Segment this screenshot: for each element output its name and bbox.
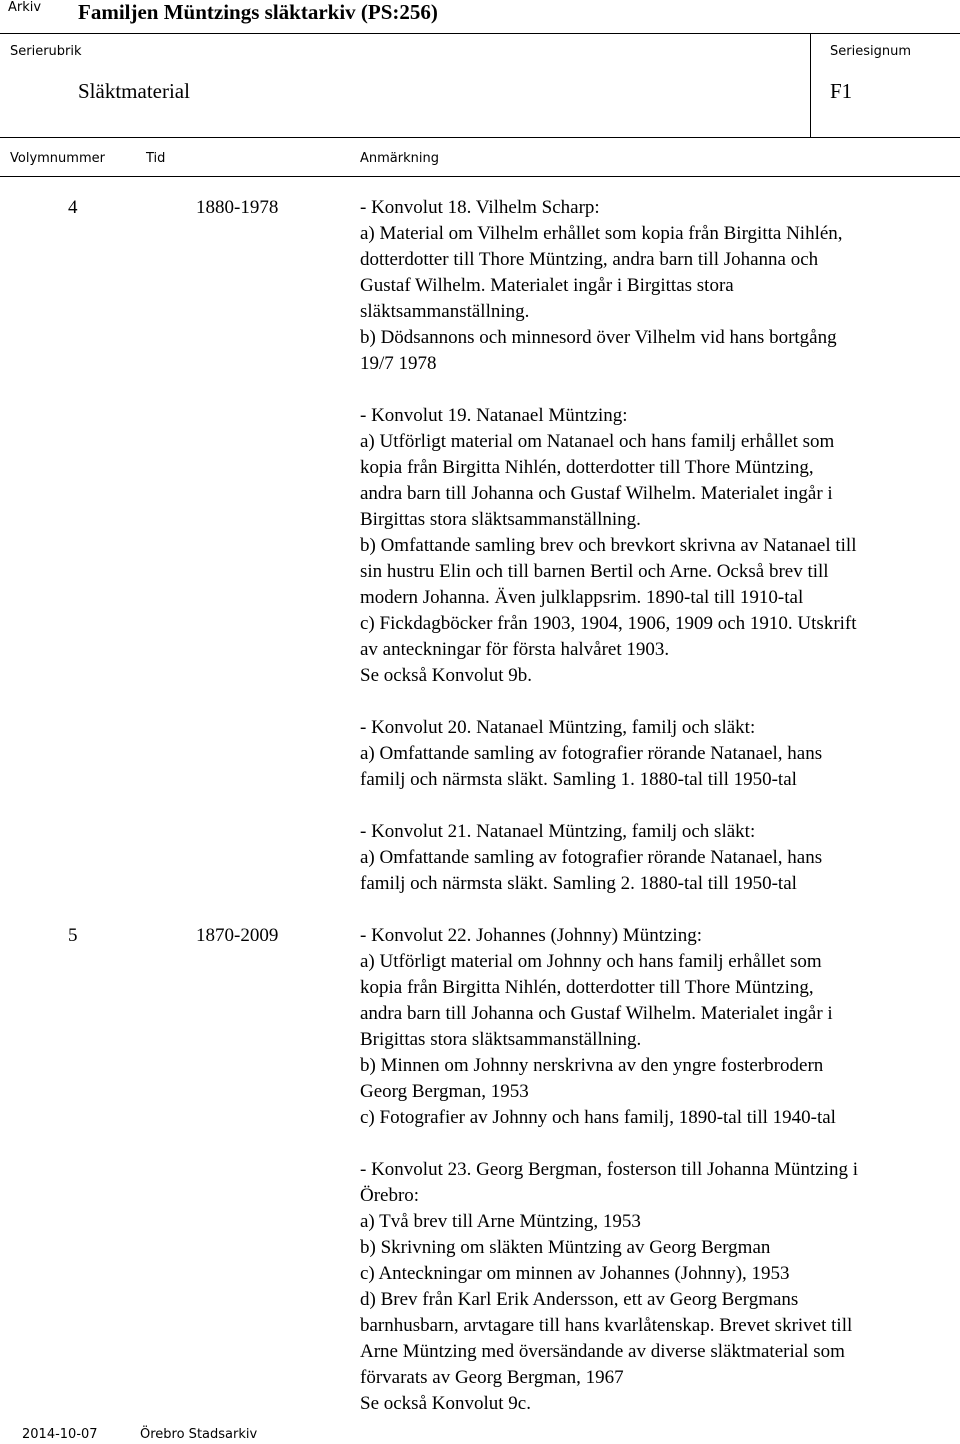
entry-line: a) Omfattande samling av fotografier rörande Natanael, hans [360, 847, 823, 868]
entry-line: Georg Bergman, 1953 [360, 1081, 529, 1102]
entry-line: a) Två brev till Arne Müntzing, 1953 [360, 1211, 641, 1232]
volume-time: 1880-1978 [196, 197, 279, 218]
footer-date: 2014-10-07 [22, 1427, 98, 1442]
entry-line: sin hustru Elin och till barnen Bertil och Arne. Också brev till [360, 561, 829, 582]
serierubrik-value: Släktmaterial [78, 79, 190, 103]
entry-line: Örebro: [360, 1185, 420, 1206]
seriesignum-label: Seriesignum [830, 44, 911, 59]
arkiv-label: Arkiv [8, 0, 42, 15]
column-header-volymnummer: Volymnummer [10, 151, 105, 166]
entry-line: familj och närmsta släkt. Samling 2. 1880-tal till 1950-tal [360, 873, 797, 894]
entry-line: - Konvolut 21. Natanael Müntzing, familj och släkt: [360, 821, 756, 842]
entry-line: c) Fotografier av Johnny och hans familj, 1890-tal till 1940-tal [360, 1107, 836, 1128]
header-divider-bottom [0, 137, 960, 138]
entry-line: barnhusbarn, arvtagare till hans kvarlåtenskap. Brevet skrivet till [360, 1315, 853, 1336]
footer-archive: Örebro Stadsarkiv [140, 1427, 258, 1442]
entry-line: d) Brev från Karl Erik Andersson, ett av Georg Bergmans [360, 1289, 799, 1310]
column-header-tid: Tid [146, 151, 166, 166]
entry-line: Se också Konvolut 9b. [360, 665, 533, 686]
entry-line: dotterdotter till Thore Müntzing, andra barn till Johanna och [360, 249, 819, 270]
entry-line: - Konvolut 23. Georg Bergman, fosterson till Johanna Müntzing i [360, 1159, 858, 1180]
entry-line: andra barn till Johanna och Gustaf Wilhelm. Materialet ingår i [360, 483, 833, 504]
entry-line: modern Johanna. Även julklappsrim. 1890-tal till 1910-tal [360, 587, 804, 608]
entry-line: andra barn till Johanna och Gustaf Wilhelm. Materialet ingår i [360, 1003, 833, 1024]
entry-line: - Konvolut 20. Natanael Müntzing, familj och släkt: [360, 717, 756, 738]
entry-line: b) Omfattande samling brev och brevkort skrivna av Natanael till [360, 535, 857, 556]
entry-line: 19/7 1978 [360, 353, 437, 374]
entry-line: Birgittas stora släktsammanställning. [360, 509, 641, 530]
volume-time: 1870-2009 [196, 925, 279, 946]
entry-line: c) Fickdagböcker från 1903, 1904, 1906, 1909 och 1910. Utskrift [360, 613, 857, 634]
seriesignum-value: F1 [830, 79, 853, 103]
entry-line: kopia från Birgitta Nihlén, dotterdotter till Thore Müntzing, [360, 457, 814, 478]
entry-line: c) Anteckningar om minnen av Johannes (Johnny), 1953 [360, 1263, 790, 1284]
entry-line: kopia från Birgitta Nihlén, dotterdotter till Thore Müntzing, [360, 977, 814, 998]
serierubrik-label: Serierubrik [10, 44, 82, 59]
entry-line: - Konvolut 22. Johannes (Johnny) Müntzing: [360, 925, 702, 946]
entry-line: - Konvolut 19. Natanael Müntzing: [360, 405, 628, 426]
header-vertical-divider [810, 33, 811, 137]
entry-line: a) Utförligt material om Johnny och hans familj erhållet som [360, 951, 822, 972]
volume-number: 5 [68, 925, 78, 946]
entry-line: släktsammanställning. [360, 301, 530, 322]
column-header-divider [0, 176, 960, 177]
entry-line: - Konvolut 18. Vilhelm Scharp: [360, 197, 600, 218]
entry-line: a) Material om Vilhelm erhållet som kopia från Birgitta Nihlén, [360, 223, 843, 244]
entry-line: b) Minnen om Johnny nerskrivna av den yngre fosterbrodern [360, 1055, 824, 1076]
entry-line: a) Omfattande samling av fotografier rörande Natanael, hans [360, 743, 823, 764]
header-divider-top [0, 33, 960, 34]
entry-line: Gustaf Wilhelm. Materialet ingår i Birgittas stora [360, 275, 734, 296]
entry-line: av anteckningar för första halvåret 1903. [360, 639, 670, 660]
entry-line: Arne Müntzing med översändande av diverse släktmaterial som [360, 1341, 845, 1362]
volume-number: 4 [68, 197, 78, 218]
column-header-anmarkning: Anmärkning [360, 151, 439, 166]
entry-line: Se också Konvolut 9c. [360, 1393, 531, 1414]
entry-line: b) Skrivning om släkten Müntzing av Georg Bergman [360, 1237, 771, 1258]
entry-line: Brigittas stora släktsammanställning. [360, 1029, 642, 1050]
entry-line: b) Dödsannons och minnesord över Vilhelm vid hans bortgång [360, 327, 837, 348]
entry-line: förvarats av Georg Bergman, 1967 [360, 1367, 624, 1388]
entry-line: a) Utförligt material om Natanael och hans familj erhållet som [360, 431, 835, 452]
entry-line: familj och närmsta släkt. Samling 1. 1880-tal till 1950-tal [360, 769, 797, 790]
archive-title: Familjen Müntzings släktarkiv (PS:256) [78, 0, 438, 24]
